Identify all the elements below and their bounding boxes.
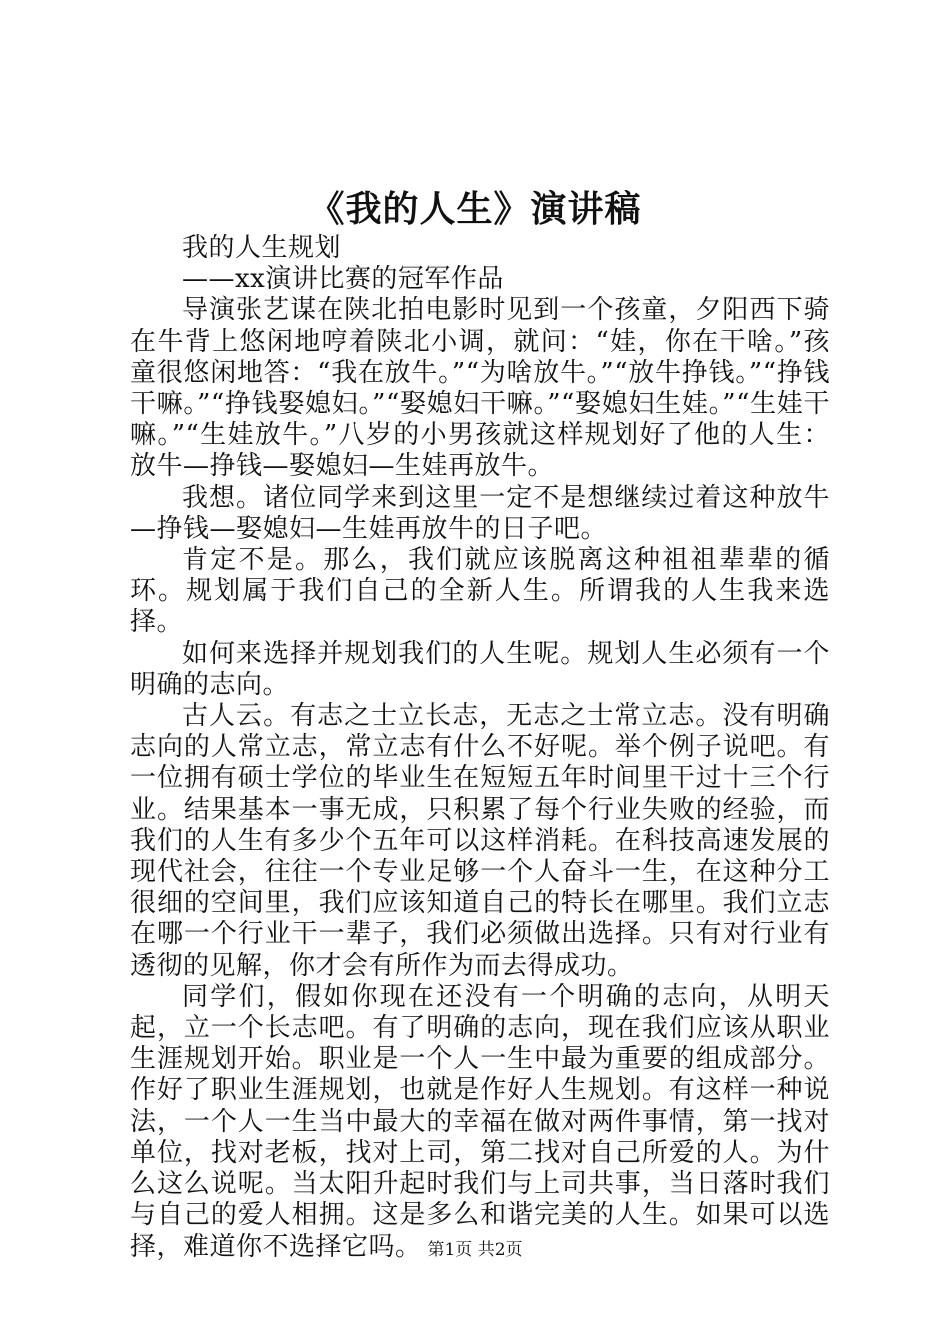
paragraph-byline: ——xx演讲比赛的冠军作品 [182, 264, 504, 295]
document-body [130, 233, 830, 1263]
paragraph-story: 导演张艺谋在陕北拍电影时见到一个孩童，夕阳西下骑在牛背上悠闲地哼着陕北小调，就问：“娃，你在干啥。”孩童很悠闲地答：“我在放牛。”“为啥放牛。”“放牛挣钱。”“挣钱干嘛。”“挣钱娶媳妇。”“娶媳妇干嘛。”“娶媳妇生娃。”“生娃干嘛。”“生娃放牛。”八岁的小男孩就这样规划好了他的人生：放牛—挣钱—娶媳妇—生娃再放牛。 [130, 295, 830, 482]
paragraph-question: 如何来选择并规划我们的人生呢。规划人生必须有一个明确的志向。 [130, 638, 830, 700]
paragraph-ambition: 古人云。有志之士立长志，无志之士常立志。没有明确志向的人常立志，常立志有什么不好呢。举个例子说吧。有一位拥有硕士学位的毕业生在短短五年时间里干过十三个行业。结果基本一事无成，只积累了每个行业失败的经验，而我们的人生有多少个五年可以这样消耗。在科技高速发展的现代社会，往往一个专业足够一个人奋斗一生，在这种分工很细的空间里，我们应该知道自己的特长在哪里。我们立志在哪一个行业干一辈子，我们必须做出选择。只有对行业有透彻的见解，你才会有所作为而去得成功。 [130, 701, 830, 981]
paragraph-subtitle: 我的人生规划 [182, 233, 342, 263]
paragraph-reflection: 我想。诸位同学来到这里一定不是想继续过着这种放牛—挣钱—娶媳妇—生娃再放牛的日子吧。 [130, 482, 830, 544]
document-title: 《我的人生》演讲稿 [308, 188, 642, 230]
paragraph-answer: 肯定不是。那么，我们就应该脱离这种祖祖辈辈的循环。规划属于我们自己的全新人生。所谓我的人生我来选择。 [130, 545, 830, 638]
page-number-footer: 第1页 共2页 [427, 1240, 523, 1260]
paragraph-career: 同学们，假如你现在还没有一个明确的志向，从明天起，立一个长志吧。有了明确的志向，现在我们应该从职业生涯规划开始。职业是一个人一生中最为重要的组成部分。作好了职业生涯规划，也就是作好人生规划。有这样一种说法，一个人一生当中最大的幸福在做对两件事情，第一找对单位，找对老板，找对上司，第二找对自己所爱的人。为什么这么说呢。当太阳升起时我们与上司共事，当日落时我们与自己的爱人相拥。这是多么和谐完美的人生。如果可以选择，难道你不选择它吗。 [130, 981, 830, 1262]
